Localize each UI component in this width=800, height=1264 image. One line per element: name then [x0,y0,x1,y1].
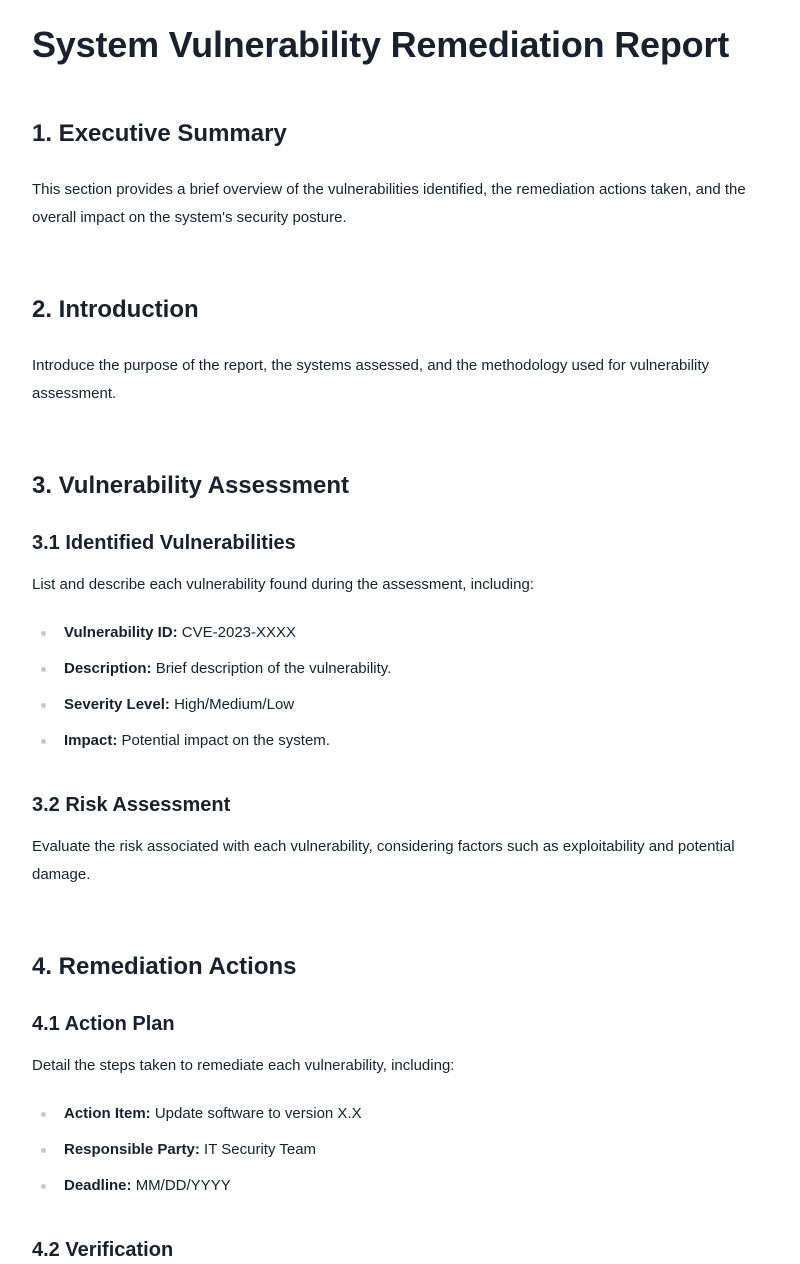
bullet-icon [41,1184,46,1189]
bullet-icon [41,631,46,636]
risk-assessment-text: Evaluate the risk associated with each vulnerability, considering factors such as exploitability and potential damage. [32,838,735,883]
section-heading-vulnerability-assessment: 3. Vulnerability Assessment [32,472,350,499]
list-item [32,1102,768,1126]
report-title: System Vulnerability Remediation Report [32,24,730,65]
list-item-value: Potential impact on the system. [121,732,330,749]
list-item-label: Deadline: [64,1177,136,1194]
list-item [32,621,768,645]
subsection-heading-action-plan: 4.1 Action Plan [32,1013,175,1035]
section-heading-introduction: 2. Introduction [32,296,199,323]
bullet-icon [41,667,46,672]
list-item-value: Update software to version X.X [154,1105,362,1122]
bullet-icon [41,703,46,708]
bullet-icon [41,1112,46,1117]
list-item-value: MM/DD/YYYY [135,1177,231,1194]
list-item-label: Action Item: [64,1105,155,1122]
bullet-icon [41,1148,46,1153]
action-plan-list [32,1102,768,1198]
identified-vulnerabilities-intro: List and describe each vulnerability found during the assessment, including: [32,576,534,593]
section-heading-executive-summary: 1. Executive Summary [32,120,287,147]
list-item [32,1138,768,1162]
list-item [32,1174,768,1198]
executive-summary-text: This section provides a brief overview of the vulnerabilities identified, the remediation actions taken, and the overall impact on the system's security posture. [32,181,746,226]
introduction-text: Introduce the purpose of the report, the systems assessed, and the methodology used for vulnerability assessment. [32,357,710,402]
list-item-value: IT Security Team [204,1141,317,1158]
list-item [32,693,768,717]
subsection-heading-risk-assessment: 3.2 Risk Assessment [32,794,231,816]
list-item-value: CVE-2023-XXXX [181,624,297,641]
list-item-label: Severity Level: [64,696,175,713]
list-item-label: Impact: [64,732,122,749]
list-item [32,657,768,681]
list-item [32,729,768,753]
action-plan-intro: Detail the steps taken to remediate each vulnerability, including: [32,1057,455,1074]
list-item-label: Responsible Party: [64,1141,205,1158]
list-item-label: Description: [64,660,156,677]
subsection-heading-verification: 4.2 Verification [32,1239,174,1261]
list-item-label: Vulnerability ID: [64,624,182,641]
identified-vulnerabilities-list [32,621,768,753]
section-heading-remediation-actions: 4. Remediation Actions [32,953,297,980]
list-item-value: Brief description of the vulnerability. [155,660,392,677]
subsection-heading-identified-vulnerabilities: 3.1 Identified Vulnerabilities [32,532,296,554]
list-item-value: High/Medium/Low [174,696,295,713]
bullet-icon [41,739,46,744]
